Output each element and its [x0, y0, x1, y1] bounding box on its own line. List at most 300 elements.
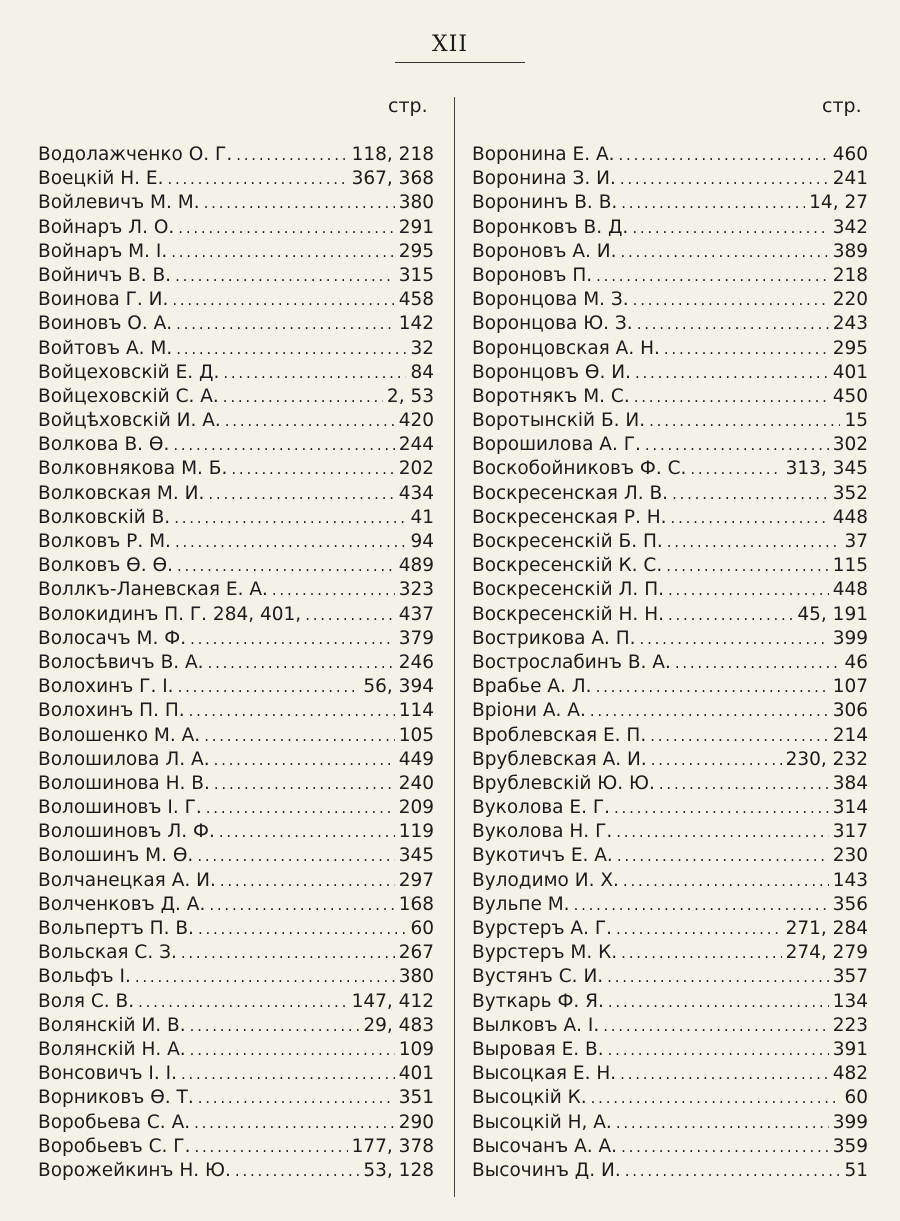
entry-pages: 314 — [832, 797, 868, 819]
entry-pages: 241 — [832, 168, 868, 190]
entry-pages: 230 — [832, 845, 868, 867]
index-entry — [472, 1159, 868, 1183]
entry-pages: 302 — [832, 434, 868, 456]
index-entry — [472, 216, 868, 240]
index-entry — [472, 893, 868, 917]
entry-pages: 352 — [832, 482, 868, 504]
dot-leader — [214, 772, 395, 796]
dot-leader — [208, 651, 395, 675]
index-entry — [38, 699, 434, 723]
entry-pages: 37 — [844, 531, 868, 552]
entry-pages: 489 — [398, 555, 434, 577]
dot-leader — [177, 554, 395, 578]
entry-pages: 356 — [832, 893, 868, 915]
entry-name: Волосачъ М. Ф. — [38, 627, 187, 649]
index-entry — [472, 312, 868, 336]
dot-leader — [574, 893, 829, 917]
page-number: XII — [431, 32, 469, 57]
dot-leader — [668, 603, 793, 627]
index-entry — [38, 1062, 434, 1086]
dot-leader — [635, 361, 829, 385]
dot-leader — [223, 385, 383, 409]
dot-leader — [194, 1111, 395, 1135]
index-entry — [38, 409, 434, 433]
entry-name: Вріони А. А. — [472, 700, 586, 722]
entry-name: Волковнякова М. Б. — [38, 458, 228, 480]
dot-leader — [235, 1159, 359, 1183]
entry-name: Воронина Е. А. — [472, 144, 615, 165]
entry-pages: 243 — [832, 313, 868, 335]
entry-pages: 420 — [398, 410, 434, 432]
dot-leader — [181, 941, 395, 965]
entry-name: Вольская С. З. — [38, 942, 177, 964]
dot-leader — [231, 457, 394, 481]
entry-pages: 105 — [398, 724, 434, 746]
entry-name: Воронцовская А. Н. — [472, 337, 660, 359]
entry-pages: 53, 128 — [363, 1159, 434, 1181]
entry-pages: 45, 191 — [797, 603, 868, 625]
dot-leader — [198, 917, 407, 941]
entry-pages: 315 — [398, 264, 434, 286]
index-entry — [472, 748, 868, 772]
dot-leader — [625, 1159, 841, 1183]
dot-leader — [272, 578, 395, 602]
entry-name: Волошинъ М. Ѳ. — [38, 845, 194, 867]
entry-pages: 306 — [832, 700, 868, 722]
entry-name: Ворошилова А. Г. — [472, 434, 641, 456]
entry-name: Воронковъ В. Д. — [472, 216, 629, 238]
dot-leader — [178, 675, 360, 699]
dot-leader — [305, 603, 394, 627]
entry-name: Воротынскій Б. И. — [472, 410, 646, 432]
entry-pages: 107 — [832, 676, 868, 698]
entry-name: Войнаръ М. І. — [38, 240, 168, 262]
dot-leader — [204, 724, 394, 748]
dot-leader — [190, 627, 395, 651]
index-entry — [472, 917, 868, 941]
entry-pages: 142 — [398, 313, 434, 335]
entry-pages: 482 — [832, 1063, 868, 1085]
entry-name: Воля С. В. — [38, 990, 135, 1012]
index-column-right — [472, 143, 868, 1183]
entry-pages: 342 — [832, 216, 868, 238]
entry-pages: 60 — [844, 1087, 868, 1109]
entry-name: Волковская М. И. — [38, 482, 205, 504]
dot-leader — [209, 893, 394, 917]
dot-leader — [637, 312, 829, 336]
entry-name: Вустянъ С. И. — [472, 966, 604, 988]
dot-leader — [591, 1086, 841, 1110]
entry-name: Войцеховскій С. А. — [38, 385, 219, 407]
index-entry — [472, 143, 868, 167]
index-entry — [38, 1086, 434, 1110]
entry-name: Водолажченко О. Г. — [38, 144, 233, 165]
dot-leader — [640, 627, 829, 651]
entry-pages: 84 — [410, 361, 434, 383]
dot-leader — [138, 990, 348, 1014]
entry-pages: 143 — [832, 869, 868, 891]
entry-name: Вонсовичъ І. І. — [38, 1063, 177, 1085]
dot-leader — [616, 917, 782, 941]
entry-name: Воробьева С. А. — [38, 1111, 191, 1133]
entry-name: Воскресенскій Л. П. — [472, 579, 664, 601]
index-entry — [472, 941, 868, 965]
entry-name: Войнаръ Л. О. — [38, 216, 175, 238]
dot-leader — [596, 264, 829, 288]
index-entry — [472, 603, 868, 627]
entry-pages: 218 — [832, 264, 868, 286]
entry-name: Войничъ В. В. — [38, 264, 172, 286]
entry-pages: 399 — [832, 627, 868, 649]
index-entry — [472, 651, 868, 675]
entry-name: Воинова Г. И. — [38, 289, 169, 311]
entry-pages: 290 — [398, 1111, 434, 1133]
index-entry — [472, 1111, 868, 1135]
entry-pages: 214 — [832, 724, 868, 746]
entry-name: Воскресенская Л. В. — [472, 482, 669, 504]
index-entry — [38, 1038, 434, 1062]
index-entry — [472, 1038, 868, 1062]
entry-name: Вуколова Н. Г. — [472, 821, 613, 843]
index-entry — [472, 361, 868, 385]
entry-name: Волковъ Ѳ. Ѳ. — [38, 555, 173, 577]
entry-pages: 389 — [832, 240, 868, 262]
index-entry — [472, 675, 868, 699]
entry-name: Высоцкій К. — [472, 1087, 587, 1109]
index-entry — [472, 288, 868, 312]
dot-leader — [220, 869, 395, 893]
dot-leader — [236, 143, 347, 167]
dot-leader — [621, 1135, 829, 1159]
index-entry — [472, 385, 868, 409]
entry-name: Волошинова Н. В. — [38, 772, 210, 794]
entry-pages: 357 — [832, 966, 868, 988]
entry-name: Вылковъ А. І. — [472, 1014, 600, 1036]
entry-name: Вострикова А. П. — [472, 627, 636, 649]
index-entry — [38, 1014, 434, 1038]
entry-pages: 118, 218 — [351, 144, 434, 165]
entry-name: Волошенко М. А. — [38, 724, 201, 746]
column-divider — [454, 97, 455, 1197]
entry-name: Воецкій Н. Е. — [38, 168, 164, 190]
entry-pages: 177, 378 — [351, 1135, 434, 1157]
dot-leader — [621, 941, 781, 965]
index-entry — [38, 554, 434, 578]
dot-leader — [204, 191, 395, 215]
entry-name: Ворожейкинъ Н. Ю. — [38, 1159, 231, 1181]
dot-leader — [176, 312, 395, 336]
dot-leader — [223, 361, 406, 385]
entry-name: Воронина З. И. — [472, 168, 616, 190]
entry-name: Вурстеръ М. К. — [472, 942, 618, 964]
index-column-left — [38, 143, 434, 1183]
dot-leader — [634, 385, 829, 409]
column-header-left: стр. — [388, 95, 428, 117]
index-entry — [472, 627, 868, 651]
entry-name: Вурстеръ А. Г. — [472, 918, 612, 939]
entry-pages: 115 — [832, 555, 868, 577]
index-entry — [38, 1159, 434, 1183]
dot-leader — [135, 965, 395, 989]
index-entry — [472, 240, 868, 264]
entry-pages: 434 — [398, 482, 434, 504]
index-entry — [38, 361, 434, 385]
entry-name: Волковъ Р. М. — [38, 531, 171, 552]
entry-name: Воронцова М. З. — [472, 289, 629, 311]
dot-leader — [651, 748, 782, 772]
entry-pages: 295 — [398, 240, 434, 262]
entry-name: Волченковъ Д. А. — [38, 893, 206, 915]
dot-leader — [621, 191, 805, 215]
index-entry — [38, 965, 434, 989]
entry-name: Врублевская А. И. — [472, 748, 647, 770]
entry-pages: 220 — [832, 289, 868, 311]
index-entry — [472, 772, 868, 796]
index-entry — [38, 917, 434, 941]
index-entry — [472, 337, 868, 361]
dot-leader — [189, 699, 395, 723]
index-entry — [472, 167, 868, 191]
entry-pages: 359 — [832, 1135, 868, 1157]
entry-pages: 399 — [832, 1111, 868, 1133]
index-entry — [38, 240, 434, 264]
dot-leader — [633, 288, 829, 312]
header-rule — [395, 62, 525, 63]
entry-pages: 437 — [398, 603, 434, 625]
entry-pages: 60 — [410, 918, 434, 939]
entry-pages: 401 — [832, 361, 868, 383]
entry-pages: 271, 284 — [785, 918, 868, 939]
entry-pages: 297 — [398, 869, 434, 891]
index-entry — [38, 457, 434, 481]
index-entry — [38, 844, 434, 868]
entry-name: Вольпертъ П. В. — [38, 918, 194, 939]
index-entry — [472, 409, 868, 433]
index-entry — [472, 820, 868, 844]
dot-leader — [619, 143, 829, 167]
index-entry — [472, 1014, 868, 1038]
index-entry — [38, 772, 434, 796]
dot-leader — [219, 820, 395, 844]
entry-pages: 209 — [398, 797, 434, 819]
entry-name: Войцеховскій Е. Д. — [38, 361, 220, 383]
dot-leader — [176, 337, 406, 361]
dot-leader — [666, 554, 828, 578]
entry-pages: 458 — [398, 289, 434, 311]
entry-name: Вуколова Е. Г. — [472, 797, 611, 819]
index-entry — [38, 264, 434, 288]
index-entry — [38, 288, 434, 312]
entry-name: Воскресенская Р. Н. — [472, 506, 667, 528]
entry-name: Высочанъ А. А. — [472, 1135, 618, 1157]
index-entry — [38, 1111, 434, 1135]
index-entry — [38, 748, 434, 772]
dot-leader — [167, 167, 347, 191]
index-entry — [38, 578, 434, 602]
entry-pages: 380 — [398, 192, 434, 214]
dot-leader — [671, 506, 829, 530]
entry-pages: 168 — [398, 893, 434, 915]
dot-leader — [590, 699, 829, 723]
dot-leader — [225, 409, 395, 433]
index-entry — [38, 385, 434, 409]
entry-name: Вольфъ І. — [38, 966, 131, 988]
entry-name: Воскресенскій Б. П. — [472, 531, 663, 552]
entry-pages: 267 — [398, 942, 434, 964]
entry-name: Воллкъ-Ланевская Е. А. — [38, 579, 268, 601]
entry-pages: 391 — [832, 1038, 868, 1060]
entry-pages: 202 — [398, 458, 434, 480]
dot-leader — [608, 990, 829, 1014]
entry-pages: 94 — [410, 531, 434, 552]
entry-name: Вукотичъ Е. А. — [472, 845, 613, 867]
entry-pages: 345 — [398, 845, 434, 867]
entry-pages: 380 — [398, 966, 434, 988]
index-entry — [38, 143, 434, 167]
dot-leader — [614, 796, 829, 820]
entry-name: Воскресенскій Н. Н. — [472, 603, 664, 625]
entry-name: Волчанецкая А. И. — [38, 869, 216, 891]
dot-leader — [675, 651, 841, 675]
entry-pages: 41 — [410, 506, 434, 528]
dot-leader — [174, 506, 406, 530]
dot-leader — [172, 288, 394, 312]
entry-pages: 14, 27 — [809, 192, 868, 214]
dot-leader — [672, 482, 829, 506]
dot-leader — [664, 337, 829, 361]
entry-name: Вульпе М. — [472, 893, 570, 915]
entry-pages: 313, 345 — [785, 458, 868, 480]
entry-name: Врабье А. Л. — [472, 676, 592, 698]
entry-name: Войцѣховскій И. А. — [38, 410, 221, 432]
index-entry — [38, 603, 434, 627]
dot-leader — [650, 724, 828, 748]
entry-name: Волошилова Л. А. — [38, 748, 210, 770]
entry-pages: 223 — [832, 1014, 868, 1036]
entry-name: Вулодимо И. Х. — [472, 869, 619, 891]
entry-pages: 32 — [410, 337, 434, 359]
entry-name: Воротнякъ М. С. — [472, 385, 630, 407]
index-entry — [472, 264, 868, 288]
entry-pages: 240 — [398, 772, 434, 794]
entry-name: Вострослабинъ В. А. — [472, 651, 671, 673]
index-entry — [38, 627, 434, 651]
entry-name: Волокидинъ П. Г. 284, 401, — [38, 603, 302, 625]
entry-pages: 291 — [398, 216, 434, 238]
entry-pages: 460 — [832, 144, 868, 165]
index-entry — [472, 965, 868, 989]
index-entry — [472, 1062, 868, 1086]
entry-name: Воронцовъ Ѳ. И. — [472, 361, 631, 383]
entry-name: Воробьевъ С. Г. — [38, 1135, 191, 1157]
dot-leader — [175, 530, 407, 554]
entry-pages: 2, 53 — [386, 385, 434, 407]
index-entry — [38, 482, 434, 506]
index-entry — [38, 941, 434, 965]
index-entry — [38, 1135, 434, 1159]
entry-name: Воскобойниковъ Ф. С. — [472, 458, 687, 480]
dot-leader — [197, 844, 394, 868]
dot-leader — [181, 1062, 395, 1086]
dot-leader — [617, 844, 829, 868]
entry-pages: 119 — [398, 821, 434, 843]
entry-pages: 317 — [832, 821, 868, 843]
entry-name: Вороновъ П. — [472, 264, 593, 286]
entry-pages: 147, 412 — [351, 990, 434, 1012]
entry-name: Высочинъ Д. И. — [472, 1159, 621, 1181]
dot-leader — [620, 1062, 829, 1086]
entry-name: Высоцкій Н, А. — [472, 1111, 612, 1133]
index-entry — [472, 796, 868, 820]
entry-pages: 274, 279 — [785, 942, 868, 964]
entry-name: Волохинъ П. П. — [38, 700, 185, 722]
entry-pages: 449 — [398, 748, 434, 770]
entry-pages: 384 — [832, 772, 868, 794]
dot-leader — [206, 796, 395, 820]
index-entry — [38, 216, 434, 240]
dot-leader — [178, 216, 394, 240]
entry-name: Волохинъ Г. І. — [38, 676, 174, 698]
entry-pages: 351 — [398, 1087, 434, 1109]
index-entry — [38, 796, 434, 820]
index-entry — [38, 433, 434, 457]
dot-leader — [668, 578, 829, 602]
entry-pages: 244 — [398, 434, 434, 456]
index-entry — [38, 651, 434, 675]
dot-leader — [616, 1111, 829, 1135]
entry-pages: 109 — [398, 1038, 434, 1060]
entry-pages: 230, 232 — [785, 748, 868, 770]
entry-pages: 46 — [844, 651, 868, 673]
index-entry — [38, 312, 434, 336]
index-entry — [38, 337, 434, 361]
entry-name: Ворниковъ Ѳ. Т. — [38, 1087, 194, 1109]
index-entry — [472, 1086, 868, 1110]
entry-pages: 367, 368 — [351, 168, 434, 190]
index-entry — [472, 191, 868, 215]
entry-name: Волянскій И. В. — [38, 1014, 186, 1036]
entry-name: Врублевскій Ю. Ю. — [472, 772, 655, 794]
entry-pages: 29, 483 — [363, 1014, 434, 1036]
entry-pages: 323 — [398, 579, 434, 601]
entry-name: Вороновъ А. И. — [472, 240, 617, 262]
index-entry — [472, 554, 868, 578]
entry-pages: 51 — [844, 1159, 868, 1181]
entry-name: Выровая Е. В. — [472, 1038, 604, 1060]
dot-leader — [623, 869, 829, 893]
entry-pages: 379 — [398, 627, 434, 649]
entry-pages: 114 — [398, 700, 434, 722]
entry-name: Войлевичъ М. М. — [38, 192, 200, 214]
dot-leader — [194, 1135, 347, 1159]
dot-leader — [616, 820, 828, 844]
dot-leader — [175, 264, 395, 288]
dot-leader — [690, 457, 781, 481]
entry-name: Волошиновъ Л. Ф. — [38, 821, 215, 843]
entry-pages: 15 — [844, 410, 868, 432]
index-entry — [472, 482, 868, 506]
dot-leader — [171, 240, 394, 264]
entry-name: Высоцкая Е. Н. — [472, 1063, 617, 1085]
dot-leader — [632, 216, 828, 240]
entry-name: Воиновъ О. А. — [38, 313, 173, 335]
dot-leader — [190, 1014, 360, 1038]
dot-leader — [198, 1086, 395, 1110]
index-entry — [472, 530, 868, 554]
entry-name: Волянскій Н. А. — [38, 1038, 186, 1060]
entry-name: Вуткарь Ф. Я. — [472, 990, 604, 1012]
entry-name: Волошиновъ І. Г. — [38, 797, 202, 819]
